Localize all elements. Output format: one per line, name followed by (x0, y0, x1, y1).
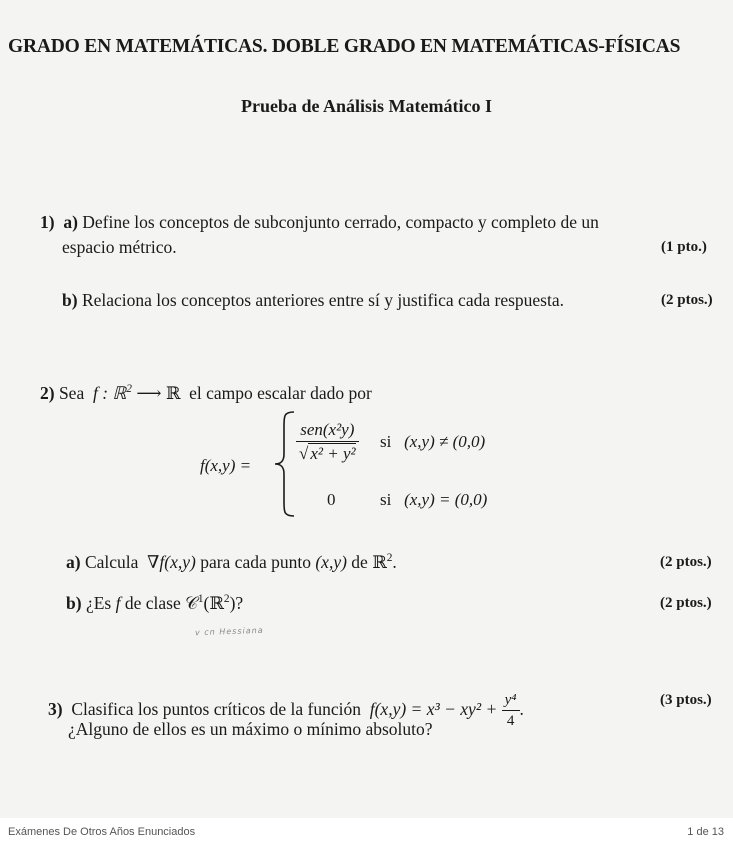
cases-brace (272, 410, 298, 518)
case-2-condition: si (x,y) = (0,0) (380, 490, 488, 509)
function-lhs: f(x,y) = (200, 456, 252, 475)
question-number: 2) (40, 383, 55, 403)
viewer-footer (0, 818, 733, 848)
points-badge: (2 ptos.) (660, 554, 712, 570)
question-text: Relaciona los conceptos anteriores entre sí y justifica cada respuesta. (81, 290, 564, 310)
intro-word: Sea (58, 383, 85, 403)
fraction-numerator: sen(x²y) (296, 420, 359, 442)
part-label: a) (63, 212, 78, 232)
question-2-a: a) Calcula ∇f(x,y) para cada punto (x,y) de ℝ$^2$. (66, 552, 397, 572)
function-map: f : ℝ$^2$ ⟶ ℝ (92, 383, 181, 403)
case-1-condition: si (x,y) ≠ (0,0) (380, 432, 486, 451)
question-number: 3) (48, 699, 63, 720)
points-badge: (3 ptos.) (660, 692, 712, 708)
degree-title: GRADO EN MATEMÁTICAS. DOBLE GRADO EN MATEMÁTICAS-FÍSICAS (8, 36, 681, 57)
question-1-a-line2: espacio métrico. (62, 237, 177, 257)
case-2-value: 0 (327, 490, 336, 509)
handwritten-note: v cn Hessiana (194, 625, 264, 638)
points-badge: (1 pto.) (661, 239, 707, 255)
question-3-line2: ¿Alguno de ellos es un máximo o mínimo absoluto? (68, 719, 433, 739)
points-badge: (2 ptos.) (661, 292, 713, 308)
points-badge: (2 ptos.) (660, 595, 712, 611)
page-indicator: 1 de 13 (687, 826, 724, 838)
question-number: 1) (40, 212, 55, 232)
part-label: b) (62, 290, 78, 310)
question-1-a (40, 212, 599, 233)
function-expression: f(x,y) = x³ − xy² + (369, 699, 498, 720)
document-title: Exámenes De Otros Años Enunciados (8, 826, 196, 838)
gradient: ∇f(x,y) (147, 552, 196, 572)
question-3: 3) Clasifica los puntos críticos de la función f(x,y) = x³ − xy² + $\frac{\text{y⁴}}{4}$ . (48, 692, 524, 729)
question-2-b: b) ¿Es f de clase 𝒞$^1$(ℝ$^2$)? (66, 593, 244, 613)
case-1 (296, 420, 359, 464)
intro-text: el campo escalar dado por (189, 383, 372, 403)
part-label: b) (66, 593, 82, 613)
question-text: Define los conceptos de subconjunto cerrado, compacto y completo de un (82, 212, 599, 232)
exam-title: Prueba de Análisis Matemático I (241, 96, 492, 116)
fraction (296, 420, 359, 464)
question-2-intro (40, 383, 372, 404)
question-1-b (62, 290, 564, 311)
fraction: $\frac{\text{y⁴}}{4}$ (502, 692, 520, 730)
fraction-denominator: √ x² + y² (299, 444, 356, 463)
part-label: a) (66, 552, 81, 572)
